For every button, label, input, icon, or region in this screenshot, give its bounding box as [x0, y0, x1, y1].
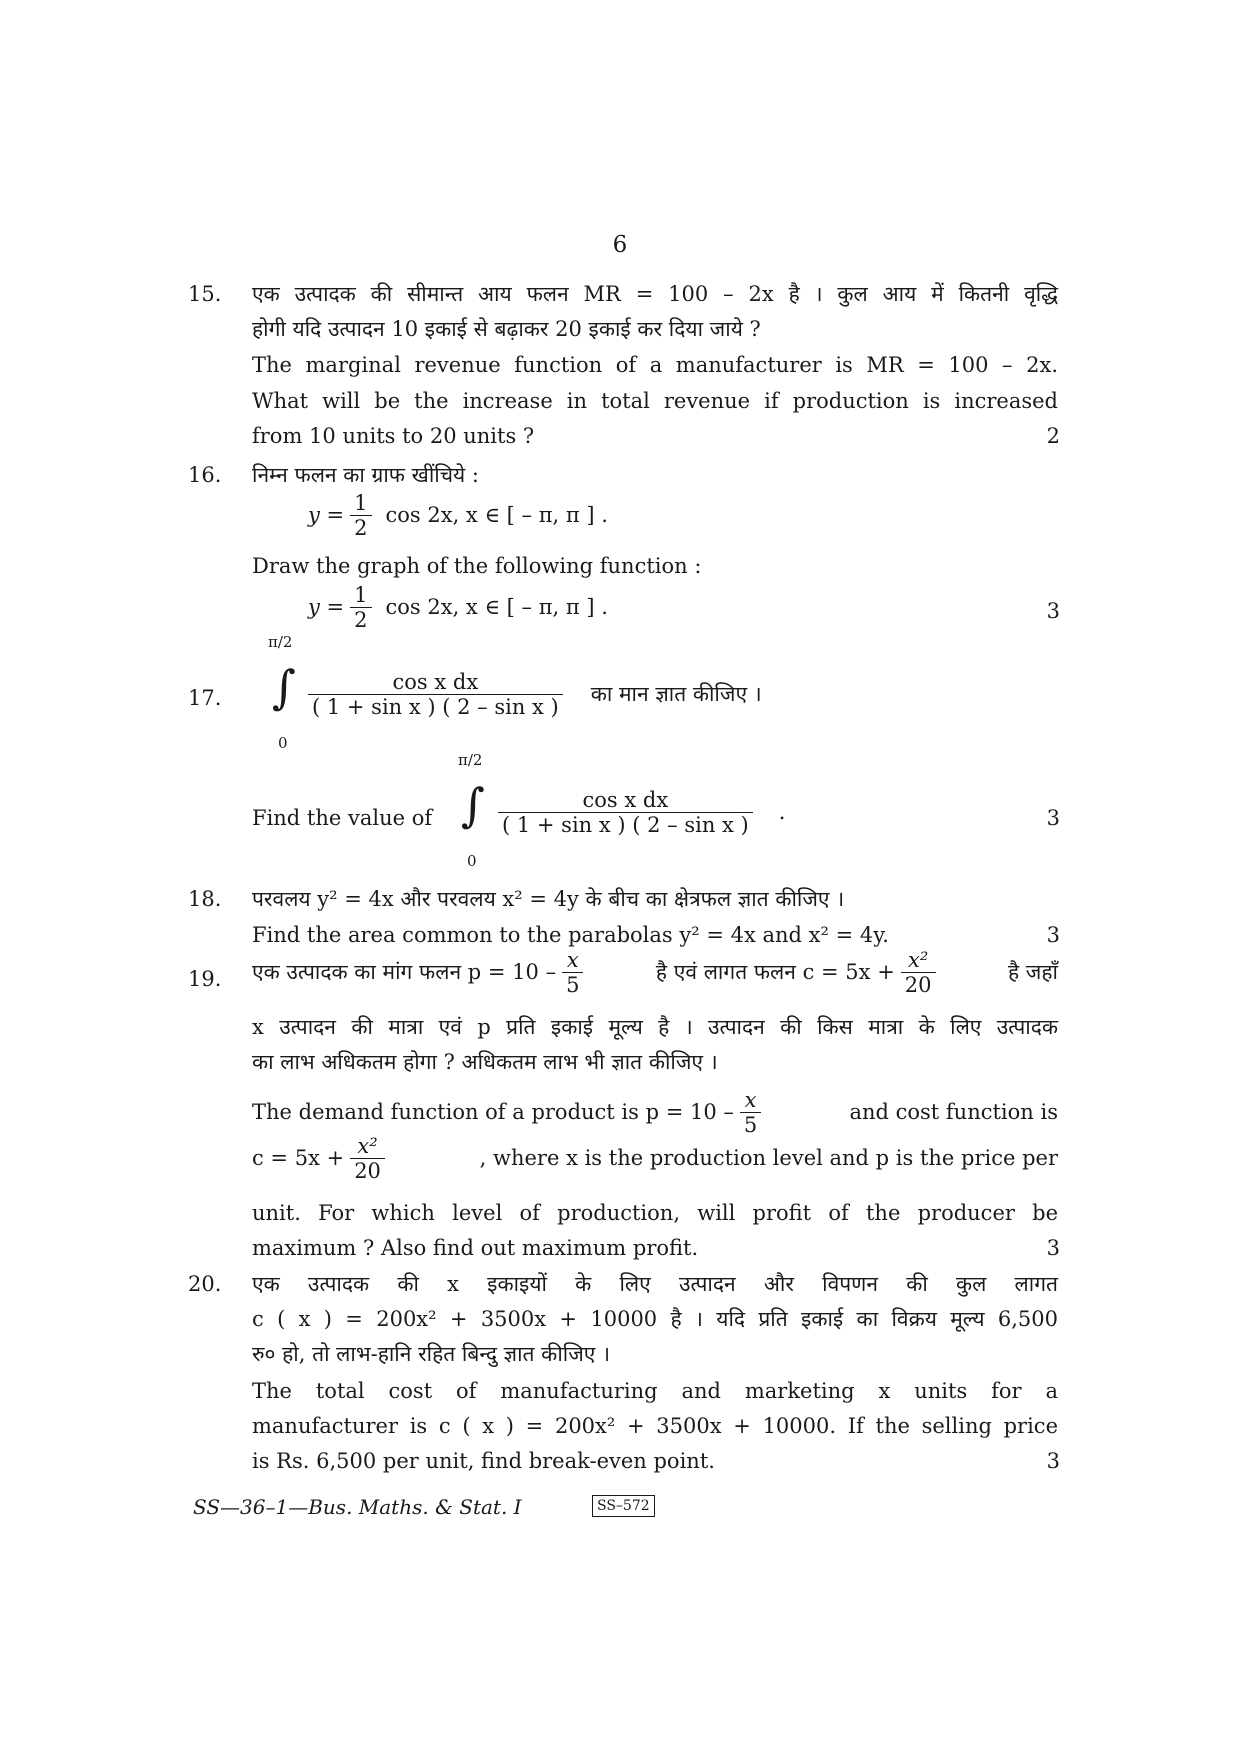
marks: 3: [1046, 923, 1060, 947]
fraction-denominator: 5: [562, 972, 583, 997]
series-code-box: SS–572: [592, 1495, 655, 1517]
q19-hindi-part-c: है जहाँ: [1007, 960, 1058, 984]
q16-equation-english: [308, 583, 608, 632]
fraction-numerator: cos x dx: [392, 670, 479, 694]
q15-english-line-2: What will be the increase in total revenue if production is increased: [252, 389, 1058, 413]
q15-hindi-line-2: होगी यदि उत्पादन 10 इकाई से बढ़ाकर 20 इकाई कर दिया जाये ?: [252, 317, 761, 341]
page-number: 6: [612, 232, 628, 258]
fraction-denominator: ( 1 + sin x ) ( 2 – sin x ): [308, 694, 563, 719]
eq-rhs: cos 2x, x ∈ [ – π, π ] .: [385, 503, 608, 527]
q19-english-part-b: and cost function is: [849, 1100, 1058, 1124]
fraction: [350, 583, 371, 632]
q20-hindi-line-1: एक उत्पादक की x इकाइयों के लिए उत्पादन और विपणन की कुल लागत: [252, 1272, 1058, 1296]
q19-english-line-1: [252, 1088, 1058, 1137]
q19-hindi-line-3: का लाभ अधिकतम होगा ? अधिकतम लाभ भी ज्ञात कीजिए ।: [252, 1050, 718, 1074]
marks: 3: [1046, 1236, 1060, 1260]
q19-english-part-d: , where x is the production level and p is the price per: [479, 1146, 1058, 1170]
fraction-denominator: 20: [350, 1158, 385, 1183]
q20-english-line-1: The total cost of manufacturing and marketing x units for a: [252, 1379, 1058, 1403]
marks: 3: [1046, 1449, 1060, 1473]
q20-english-line-3: is Rs. 6,500 per unit, find break-even point.: [252, 1449, 715, 1473]
q15-english-line-1: The marginal revenue function of a manufacturer is MR = 100 – 2x.: [252, 353, 1058, 377]
q16-equation-hindi: [308, 491, 608, 540]
integral-upper-limit: π/2: [268, 633, 293, 651]
q15-english-line-3: from 10 units to 20 units ?: [252, 424, 535, 448]
q18-hindi: परवलय y² = 4x और परवलय x² = 4y के बीच का क्षेत्रफल ज्ञात कीजिए ।: [252, 887, 845, 911]
integral-lower-limit: 0: [278, 734, 288, 752]
q17-integrand-hindi: [302, 670, 762, 719]
question-number: 16.: [188, 463, 222, 487]
integral-lower-limit: 0: [467, 852, 477, 870]
q20-hindi-line-3: रु० हो, तो लाभ-हानि रहित बिन्दु ज्ञात कीजिए ।: [252, 1342, 611, 1366]
fraction: [562, 948, 583, 997]
q19-hindi-line-2: x उत्पादन की मात्रा एवं p प्रति इकाई मूल्य है । उत्पादन की किस मात्रा के लिए उत्पादक: [252, 1015, 1058, 1039]
q16-hindi: निम्न फलन का ग्राफ खींचिये :: [252, 463, 479, 487]
q19-hindi-part-b: है एवं लागत फलन c = 5x +: [655, 960, 895, 984]
eq-lhs: y =: [308, 595, 345, 619]
fraction-numerator: x²: [357, 1134, 378, 1158]
fraction-denominator: 5: [740, 1112, 761, 1137]
marks: 3: [1046, 599, 1060, 623]
fraction-numerator: x²: [908, 948, 929, 972]
q18-english: Find the area common to the parabolas y² = 4x and x² = 4y.: [252, 923, 889, 947]
fraction: [740, 1088, 761, 1137]
question-number: 17.: [188, 686, 222, 710]
q17-english-lead: Find the value of: [252, 806, 433, 830]
q20-hindi-line-2: c ( x ) = 200x² + 3500x + 10000 है । यदि प्रति इकाई का विक्रय मूल्य 6,500: [252, 1307, 1058, 1331]
q20-english-line-2: manufacturer is c ( x ) = 200x² + 3500x + 10000. If the selling price: [252, 1414, 1058, 1438]
fraction: [498, 788, 753, 837]
q19-english-part-c: c = 5x +: [252, 1146, 345, 1170]
q15-hindi-line-1: एक उत्पादक की सीमान्त आय फलन MR = 100 – 2x है । कुल आय में कितनी वृद्धि: [252, 282, 1058, 306]
q19-english-line-3: unit. For which level of production, will profit of the producer be: [252, 1201, 1058, 1225]
fraction: [308, 670, 563, 719]
q17-integrand-english: [492, 788, 785, 837]
marks: 2: [1046, 424, 1060, 448]
marks: 3: [1046, 806, 1060, 830]
fraction-numerator: 1: [354, 491, 368, 515]
fraction: [350, 491, 371, 540]
q19-hindi-part-a: एक उत्पादक का मांग फलन p = 10 –: [252, 960, 557, 984]
q17-hindi-tail: का मान ज्ञात कीजिए ।: [590, 682, 762, 706]
integral-upper-limit: π/2: [458, 751, 483, 769]
paper-code: SS—36–1—Bus. Maths. & Stat. I: [193, 1495, 522, 1519]
question-number: 15.: [188, 282, 222, 306]
question-number: 19.: [188, 967, 222, 991]
fraction-numerator: x: [566, 948, 579, 972]
fraction-denominator: 20: [901, 972, 936, 997]
fraction: [350, 1134, 385, 1183]
fraction: [901, 948, 936, 997]
eq-rhs: cos 2x, x ∈ [ – π, π ] .: [385, 595, 608, 619]
question-number: 20.: [188, 1272, 222, 1296]
q16-english: Draw the graph of the following function :: [252, 554, 702, 578]
eq-lhs: y =: [308, 503, 345, 527]
integral-sign: ∫: [272, 660, 296, 714]
question-number: 18.: [188, 887, 222, 911]
fraction-numerator: cos x dx: [582, 788, 669, 812]
fraction-denominator: 2: [350, 607, 371, 632]
integral-sign: ∫: [461, 778, 485, 832]
q19-hindi-line-1: [252, 948, 1058, 997]
fraction-numerator: x: [744, 1088, 757, 1112]
q19-english-part-a: The demand function of a product is p = 10 –: [252, 1100, 734, 1124]
q19-english-line-4: maximum ? Also find out maximum profit.: [252, 1236, 699, 1260]
fraction-denominator: ( 1 + sin x ) ( 2 – sin x ): [498, 812, 753, 837]
q19-english-line-2: [252, 1134, 1058, 1183]
fraction-numerator: 1: [354, 583, 368, 607]
q17-english-tail: .: [778, 800, 786, 824]
fraction-denominator: 2: [350, 515, 371, 540]
